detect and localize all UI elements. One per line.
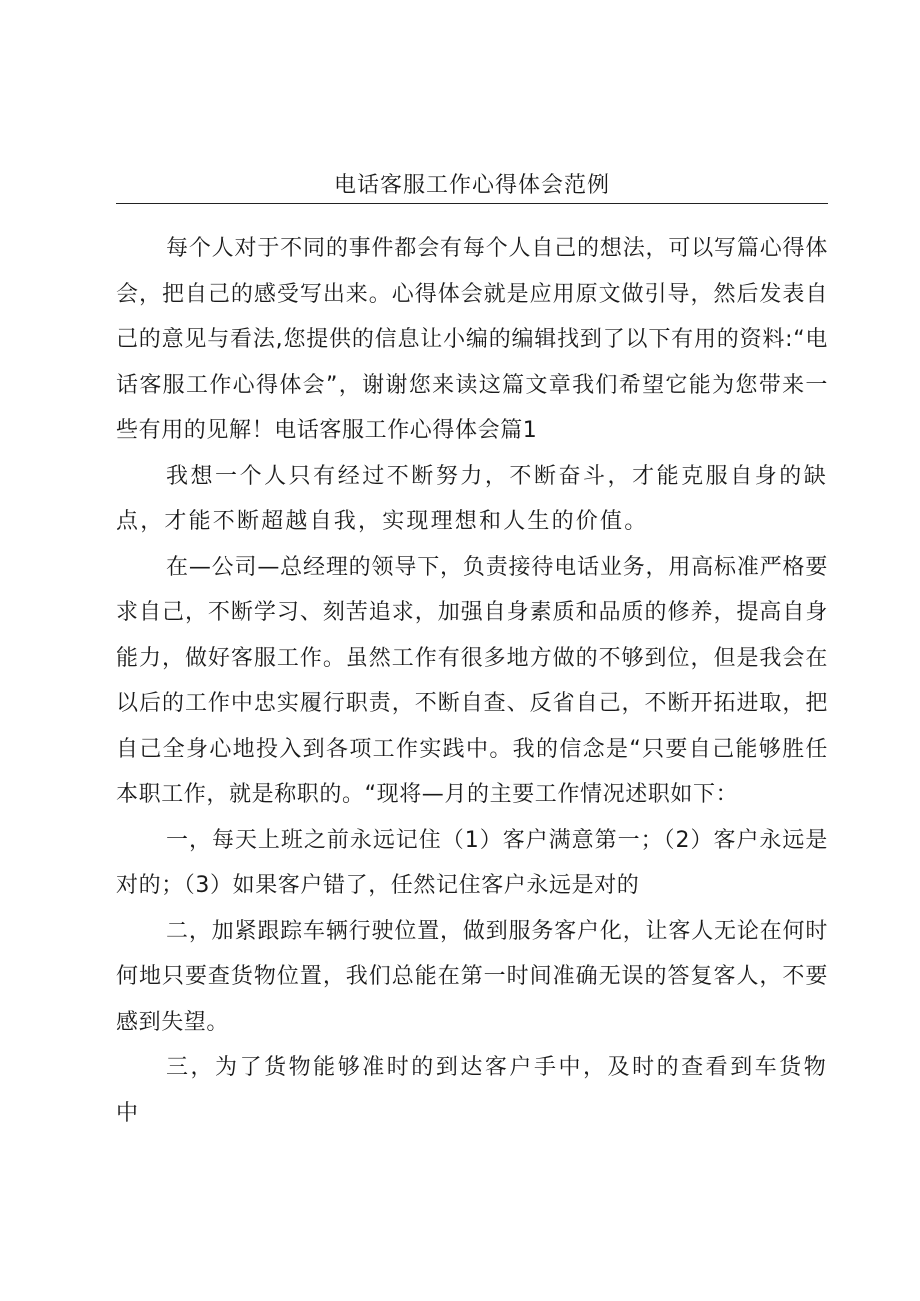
paragraph-responsibility: 在—公司—总经理的领导下，负责接待电话业务，用高标准严格要求自己，不断学习、刻苦追求，加强自身素质和品质的修养，提高自身能力，做好客服工作。虽然工作有很多地方做的不够到位，但是我会在以后的工作中忠实履行职责，不断自查、反省自己，不断开拓进取，把自己全身心地投入到各项工作实践中。我的信念是“只要自己能够胜任本职工作，就是称职的。“现将—月的主要工作情况述职如下： — [116, 554, 828, 807]
paragraph-point-two: 二，加紧跟踪车辆行驶位置，做到服务客户化，让客人无论在何时何地只要查货物位置，我们总能在第一时间准确无误的答复客人，不要感到失望。 — [116, 918, 828, 1035]
document-body — [116, 226, 828, 1136]
paragraph-point-one: 一，每天上班之前永远记住（1）客户满意第一；（2）客户永远是对的；（3）如果客户错了，任然记住客户永远是对的 — [116, 827, 828, 898]
paragraph-point-three: 三，为了货物能够准时的到达客户手中，及时的查看到车货物中 — [116, 1055, 828, 1126]
document-title: 电话客服工作心得体会范例 — [333, 173, 610, 198]
paragraph-belief: 我想一个人只有经过不断努力，不断奋斗，才能克服自身的缺点，才能不断超越自我，实现理想和人生的价值。 — [116, 463, 828, 534]
paragraph-intro: 每个人对于不同的事件都会有每个人自己的想法，可以写篇心得体会，把自己的感受写出来。心得体会就是应用原文做引导，然后发表自己的意见与看法,您提供的信息让小编的编辑找到了以下有用的资料:“电话客服工作心得体会”，谢谢您来读这篇文章我们希望它能为您带来一些有用的见解！电话客服工作心得体会篇1 — [116, 236, 828, 443]
title-underline-divider — [116, 203, 828, 204]
